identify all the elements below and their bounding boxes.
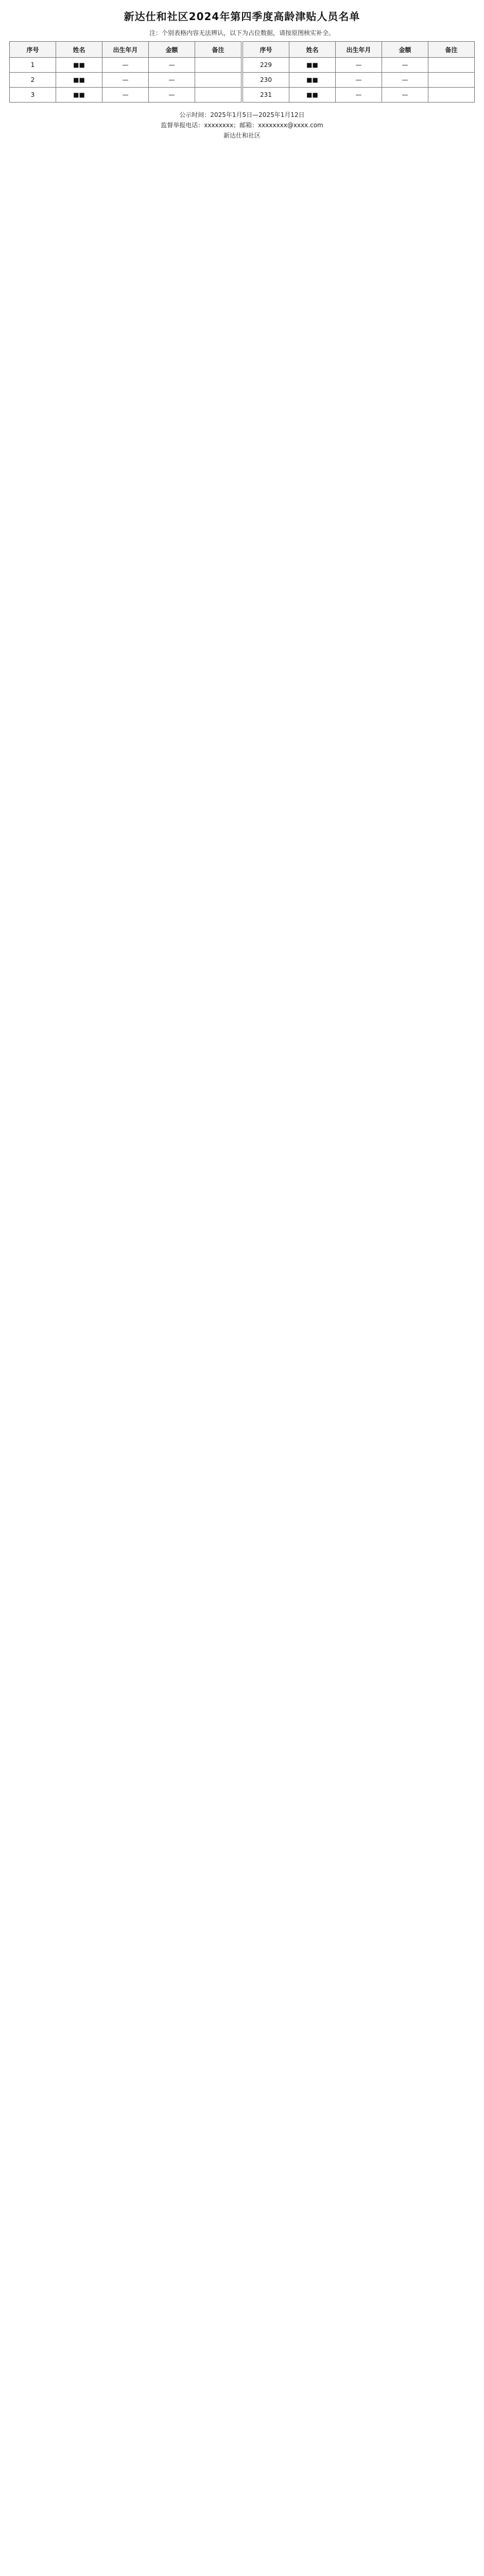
cell-id-left: 3: [10, 88, 56, 103]
footer-line-3: 新达仕和社区: [223, 132, 261, 139]
cell-amount-left: —: [149, 58, 195, 73]
header-amount-right: 金额: [382, 42, 428, 58]
cell-name-right: ■■: [289, 58, 336, 73]
cell-dob-right: —: [336, 73, 382, 88]
cell-note-left: [195, 73, 241, 88]
footer: [9, 110, 475, 141]
cell-amount-right: —: [382, 73, 428, 88]
footer-line-2: 监督举报电话：xxxxxxxx；邮箱：xxxxxxxx@xxxx.com: [161, 122, 323, 129]
cell-id-right: 229: [243, 58, 289, 73]
cell-amount-right: —: [382, 58, 428, 73]
cell-dob-right: —: [336, 58, 382, 73]
cell-dob-left: —: [102, 73, 149, 88]
cell-name-left: ■■: [56, 88, 102, 103]
table-row: [10, 73, 475, 88]
cell-amount-left: —: [149, 73, 195, 88]
header-note-right: 备注: [428, 42, 475, 58]
cell-name-left: ■■: [56, 58, 102, 73]
page-title: 新达仕和社区2024年第四季度高龄津贴人员名单: [124, 10, 360, 23]
cell-id-left: 1: [10, 58, 56, 73]
cell-name-right: ■■: [289, 88, 336, 103]
header-name-right: 姓名: [289, 42, 336, 58]
note: 注：个别表格内容无法辨认，以下为占位数据，请按原图核实补全。: [149, 29, 335, 37]
cell-name-right: ■■: [289, 73, 336, 88]
cell-dob-right: —: [336, 88, 382, 103]
header-name-left: 姓名: [56, 42, 102, 58]
cell-amount-right: —: [382, 88, 428, 103]
table-row: [10, 88, 475, 103]
cell-note-left: [195, 58, 241, 73]
header-note-left: 备注: [195, 42, 241, 58]
cell-dob-left: —: [102, 88, 149, 103]
cell-note-right: [428, 58, 475, 73]
cell-note-left: [195, 88, 241, 103]
cell-amount-left: —: [149, 88, 195, 103]
footer-line-1: 公示时间：2025年1月5日—2025年1月12日: [179, 111, 305, 118]
header-amount-left: 金额: [149, 42, 195, 58]
roster-table: [9, 41, 475, 103]
cell-dob-left: —: [102, 58, 149, 73]
cell-id-left: 2: [10, 73, 56, 88]
cell-id-right: 230: [243, 73, 289, 88]
header-dob-left: 出生年月: [102, 42, 149, 58]
cell-name-left: ■■: [56, 73, 102, 88]
header-row: [10, 42, 475, 58]
header-dob-right: 出生年月: [336, 42, 382, 58]
cell-id-right: 231: [243, 88, 289, 103]
header-id-left: 序号: [10, 42, 56, 58]
header-id-right: 序号: [243, 42, 289, 58]
cell-note-right: [428, 73, 475, 88]
table-row: [10, 58, 475, 73]
cell-note-right: [428, 88, 475, 103]
